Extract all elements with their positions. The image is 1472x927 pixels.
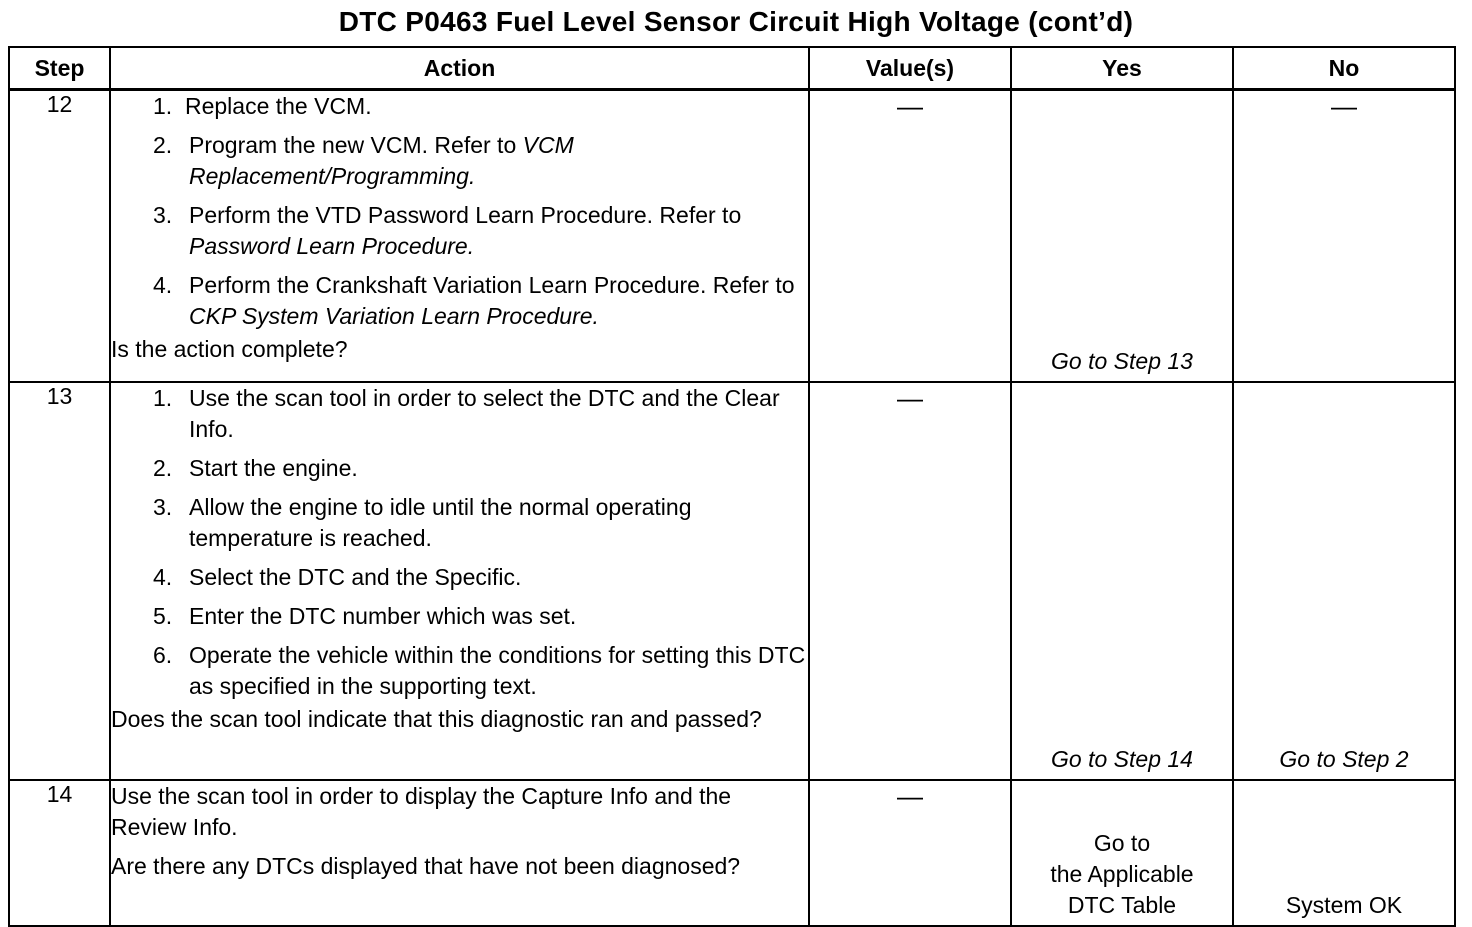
action-cell xyxy=(110,90,809,383)
yes-line: Go to xyxy=(1093,830,1151,856)
step-num: 3. xyxy=(153,202,173,228)
values-cell: — xyxy=(809,90,1011,383)
action-step xyxy=(147,562,808,593)
step-number: 12 xyxy=(9,90,110,383)
yes-text xyxy=(1012,828,1232,921)
step-text: Allow the engine to idle until the normal operating temperature is reached. xyxy=(189,494,692,551)
values-cell: — xyxy=(809,382,1011,780)
action-question: Does the scan tool indicate that this diagnostic ran and passed? xyxy=(111,706,762,732)
yes-cell xyxy=(1011,382,1233,780)
step-text: Enter the DTC number which was set. xyxy=(189,603,577,629)
step-num: 4. xyxy=(153,272,173,298)
step-num: 5. xyxy=(153,603,173,629)
page-title: DTC P0463 Fuel Level Sensor Circuit High Voltage (cont’d) xyxy=(338,6,1134,37)
no-cell xyxy=(1233,382,1455,780)
step-text: Replace the VCM. xyxy=(184,93,372,119)
no-text: Go to Step 2 xyxy=(1279,746,1409,772)
step-num: 3. xyxy=(153,494,173,520)
table-row xyxy=(9,780,1455,926)
action-step xyxy=(147,492,808,554)
step-text: Use the scan tool in order to select the DTC and the Clear Info. xyxy=(189,385,780,442)
no-cell: — xyxy=(1233,90,1455,383)
step-text: Program the new VCM. Refer to xyxy=(189,132,523,158)
table-row xyxy=(9,90,1455,383)
action-cell xyxy=(110,780,809,926)
no-text: System OK xyxy=(1285,892,1403,918)
action-step xyxy=(147,453,808,484)
step-text: Select the DTC and the Specific. xyxy=(189,564,522,590)
action-intro: Use the scan tool in order to display the Capture Info and the Review Info. xyxy=(111,783,732,840)
header-action: Action xyxy=(110,47,809,90)
step-reference: VCM Replacement/Programming. xyxy=(189,132,574,189)
yes-line: the Applicable xyxy=(1050,861,1194,887)
header-yes: Yes xyxy=(1011,47,1233,90)
action-step xyxy=(147,130,808,192)
action-step xyxy=(147,200,808,262)
step-reference: CKP System Variation Learn Procedure. xyxy=(189,303,599,329)
header-step: Step xyxy=(9,47,110,90)
step-num: 4. xyxy=(153,564,173,590)
step-text: Perform the VTD Password Learn Procedure. Refer to xyxy=(189,202,742,228)
yes-cell xyxy=(1011,780,1233,926)
action-step xyxy=(147,640,808,702)
action-question: Is the action complete? xyxy=(111,336,348,362)
step-number: 14 xyxy=(9,780,110,926)
step-text: Perform the Crankshaft Variation Learn Procedure. Refer to xyxy=(189,272,795,298)
header-row xyxy=(9,47,1455,90)
step-num: 2. xyxy=(153,455,173,481)
action-question: Are there any DTCs displayed that have not been diagnosed? xyxy=(111,853,741,879)
no-cell xyxy=(1233,780,1455,926)
step-number: 13 xyxy=(9,382,110,780)
step-reference: Password Learn Procedure. xyxy=(189,233,475,259)
header-values: Value(s) xyxy=(809,47,1011,90)
step-num: 1. xyxy=(153,93,173,119)
diagnostic-table xyxy=(8,46,1456,927)
action-step xyxy=(147,270,808,332)
yes-line: DTC Table xyxy=(1067,892,1177,918)
step-text: Start the engine. xyxy=(189,455,358,481)
yes-text: Go to Step 13 xyxy=(1051,348,1193,374)
action-step xyxy=(147,601,808,632)
action-step xyxy=(147,383,808,445)
step-num: 2. xyxy=(153,132,173,158)
values-cell: — xyxy=(809,780,1011,926)
header-no: No xyxy=(1233,47,1455,90)
step-num: 1. xyxy=(153,385,173,411)
yes-cell xyxy=(1011,90,1233,383)
action-cell xyxy=(110,382,809,780)
step-text: Operate the vehicle within the conditions for setting this DTC as specified in the supporting text. xyxy=(189,642,806,699)
action-step xyxy=(147,91,808,122)
table-row xyxy=(9,382,1455,780)
yes-text: Go to Step 14 xyxy=(1051,746,1193,772)
step-num: 6. xyxy=(153,642,173,668)
